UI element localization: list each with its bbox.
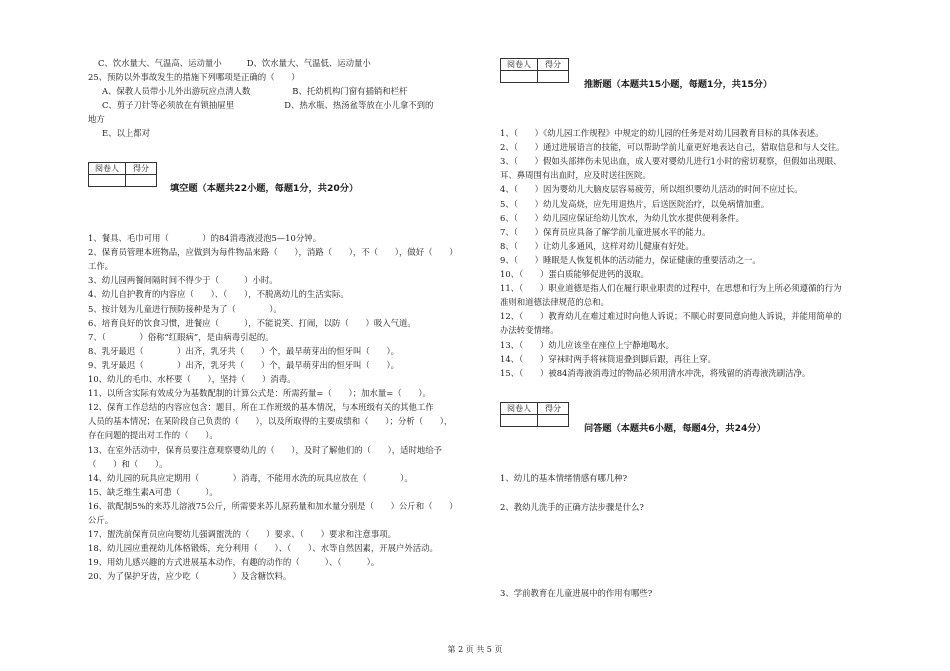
question-line: 4、（ ）因为婴幼儿大脑皮层容易疲劳，所以组织婴幼儿活动的时间不应过长。: [500, 184, 803, 195]
question-line: 3、幼儿园两餐间隔时间不得少于（ ）小时。: [88, 275, 278, 286]
question-line: 12、保育工作总结的内容应包含：题目，所在工作班级的基本情况，与本班级有关的其他工作: [88, 402, 434, 413]
question-line: 1、（ ）《幼儿园工作规程》中规定的幼儿园的任务是对幼儿园教育目标的具体表述。: [500, 128, 824, 138]
qa-question-1: 1、幼儿的基本情绪情感有哪几种?: [500, 473, 628, 483]
question-line: 13、在室外活动中，保育员要注意观察婴幼儿的（ ），及时了解他们的（ ），适时地给予: [88, 444, 443, 455]
qa-question-2: 2、教幼儿洗手的正确方法步骤是什么?: [500, 502, 644, 512]
score-label: 得分: [126, 163, 157, 175]
question-line: 15、（ ）被84消毒液消毒过的物品必须用清水冲洗，将残留的消毒液洗刷洁净。: [500, 367, 811, 378]
question-line: 3、（ ）假如头部摔伤未见出血，成人要对婴幼儿进行1小时的密切观察，但假如出现眼、: [500, 156, 842, 167]
question-line: 7、（ ）保育员应具备了解学前儿童进展水平的能力。: [500, 226, 711, 237]
question-line: 17、盥洗前保育员应向婴幼儿强调盥洗的（ ）要求、（ ）要求和注意事项。: [88, 529, 396, 540]
question-line: 人员的基本情况；在某阶段自己负责的（ ），以及所取得的主要成绩和（ ）；分析（ ），: [88, 416, 453, 427]
section-title-fill: 填空题（本题共22小题，每题1分，共20分）: [170, 183, 359, 194]
q25-option-e: E、以上都对: [102, 128, 150, 138]
question-line: （ ）和（ ）。: [88, 458, 168, 469]
question-line: 15、缺乏维生素A可患（ ）。: [88, 486, 218, 497]
question-line: 10、（ ）蛋白质能够促进钙的汲取。: [500, 269, 649, 279]
question-line: 5、（ ）幼儿发高烧，应先用退热片，后送医院治疗，以免病情加重。: [500, 198, 770, 209]
question-line: 2、保育员管理本班物品，应做到为每件物品来路（ ），消路（ ），不（ ），做好（ ）: [88, 247, 458, 258]
q25-options-cd: C、剪子刀针等必须放在有锁抽屉里 D、热水瓶、热汤盆等放在小儿拿不到的: [102, 100, 434, 110]
question-line: 6、培育良好的饮食习惯，进餐应（ ），不能说笑、打闹，以防（ ）吸入气道。: [88, 317, 416, 328]
page-footer: 第 2 页 共 5 页: [447, 645, 503, 654]
score-cell[interactable]: [126, 175, 157, 187]
section-title-judge: 推断题（本题共15小题，每题1分，共15分）: [584, 79, 773, 90]
question-line: 办法转变情绪。: [500, 325, 559, 336]
q25-options-ab: A、保教人员带小儿外出游玩应点清人数 B、托幼机构门窗有插销和栏杆: [102, 86, 408, 96]
question-line: 12、（ ）教育幼儿在难过难过时向他人诉说；不顺心时要同意向他人诉说，并能用简单的: [500, 311, 842, 322]
scorer-cell[interactable]: [501, 71, 538, 83]
question-line: 工作。: [88, 261, 114, 272]
question-line: 14、幼儿园的玩具应定期用（ ）消毒，不能用水洗的玩具应放在（ ）。: [88, 472, 413, 483]
question-line: 9、（ ）睡眠是人恢复机体的活动能力，保证健康的重要活动之一。: [500, 254, 761, 265]
question-line: 20、为了保护牙齿，应少吃（ ）及含糖饮料。: [88, 571, 292, 582]
score-label: 得分: [538, 59, 569, 71]
question-line: 1、餐具、毛巾可用（ ）的84消毒液浸泡5—10分钟。: [88, 233, 321, 243]
question-line: 18、幼儿园应重视幼儿体格锻炼，充分利用（ ）、（ ）、水等自然因素，开展户外活动。: [88, 543, 438, 554]
question-line: 14、（ ）穿袜时两手将袜筒退叠到脚后跟，再往上穿。: [500, 353, 716, 364]
question-line: 13、（ ）幼儿应该坐在座位上宁静地喝水。: [500, 339, 674, 350]
qa-question-3: 3、学前教育在儿童进展中的作用有哪些?: [500, 588, 653, 598]
question-line: 6、（ ）幼儿园应保证给幼儿饮水，为幼儿饮水提供便利条件。: [500, 212, 745, 223]
question-line: 存在问题的提出对工作的（ ）。: [88, 430, 218, 441]
question-line: 11、以所含实际有效成分为基数配制的计算公式是：所需药量=（ ）；加水量=（ ）。: [88, 388, 431, 399]
question-line: 10、幼儿的毛巾、水杯要（ ），坚持（ ）消毒。: [88, 374, 296, 384]
question-line: 准则和道德法律规范的总和。: [500, 297, 609, 308]
question-line: 耳、鼻周围有出血时，应及时送往医院。: [500, 170, 651, 181]
question-line: 9、乳牙最迟（ ）出齐，乳牙共（ ）个，最早萌芽出的恒牙叫（ ）。: [88, 359, 400, 370]
score-box-judge: [500, 58, 569, 83]
question-line: 8、乳牙最迟（ ）出齐，乳牙共（ ）个，最早萌芽出的恒牙叫（ ）。: [88, 345, 400, 356]
question-line: 11、（ ）职业道德是指人们在履行职业职责的过程中，在思想和行为上所必须遵循的行为: [500, 283, 842, 294]
question-line: 5、按计划为儿童进行预防接种是为了（ ）。: [88, 303, 282, 314]
q25-options-cont: 地方: [88, 114, 105, 124]
question-line: 7、（ ）俗称“红眼病”，是由病毒引起的。: [88, 331, 274, 342]
q25-stem: 25、预防以外事故发生的措施下列哪项是正确的（ ）: [88, 72, 300, 82]
question-line: 公斤。: [88, 515, 114, 525]
score-cell[interactable]: [538, 415, 569, 427]
scorer-label: 阅卷人: [501, 403, 538, 415]
score-label: 得分: [538, 403, 569, 415]
section-title-qa: 问答题（本题共6小题，每题4分，共24分）: [584, 423, 766, 434]
scorer-cell[interactable]: [89, 175, 126, 187]
scorer-label: 阅卷人: [89, 163, 126, 175]
question-line: 8、（ ）让幼儿多通风，这样对幼儿健康有好处。: [500, 240, 694, 251]
scorer-label: 阅卷人: [501, 59, 538, 71]
score-box-qa: [500, 402, 569, 427]
question-line: 16、欲配制5%的来苏儿溶液75公斤，所需要来苏儿原药量和加水量分别是（ ）公斤和（ ）: [88, 500, 458, 511]
scorer-cell[interactable]: [501, 415, 538, 427]
score-box-fill: [88, 162, 157, 187]
question-line: 2、（ ）通过进展语言的技能，可以帮助学前儿童更好地表达自己，猎取信息和与人交往。: [500, 142, 845, 153]
question-line: 4、幼儿自护教育的内容应（ ）、（ ），不脱离幼儿的生活实际。: [88, 289, 349, 300]
question-line: 19、用幼儿感兴趣的方式进展基本动作，有趣的动作的（ ）、（ ）。: [88, 557, 380, 568]
score-cell[interactable]: [538, 71, 569, 83]
q24-options-cd: C、饮水量大、气温高、运动量小 D、饮水量大、气温低、运动量小: [98, 58, 371, 68]
